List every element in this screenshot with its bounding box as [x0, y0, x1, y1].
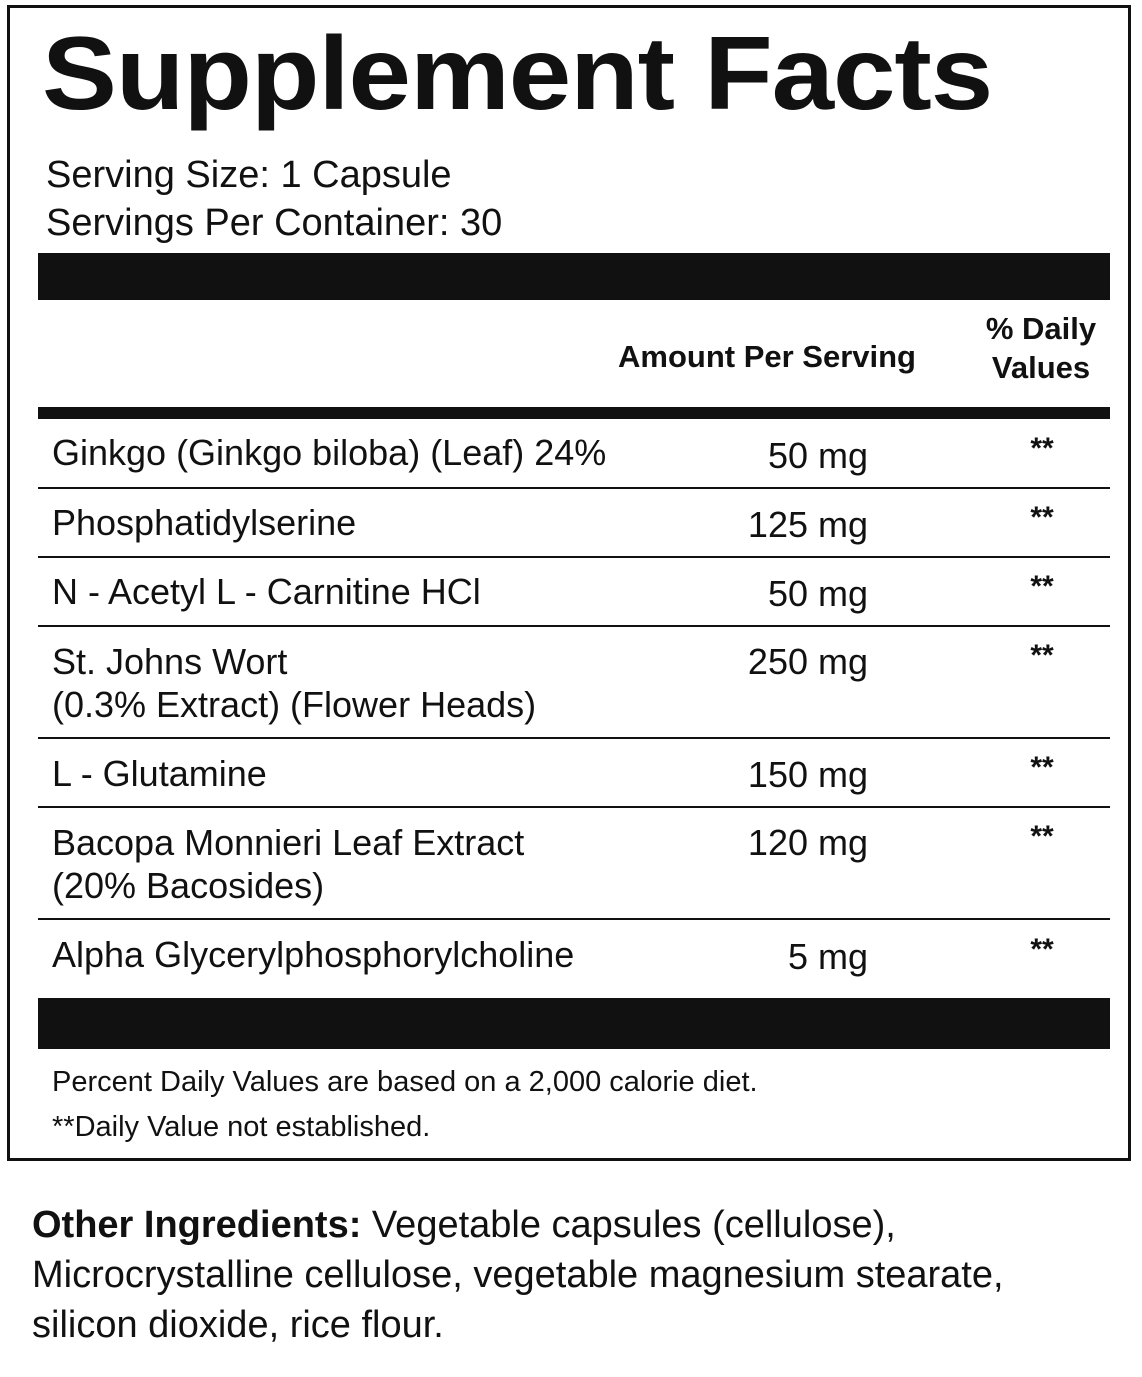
- panel-title: Supplement Facts: [42, 16, 993, 132]
- ingredient-amount: 125 mg: [747, 504, 868, 545]
- ingredient-amount: 50 mg: [767, 573, 868, 614]
- ingredient-amount: 150 mg: [747, 754, 868, 795]
- daily-value-footnote: Percent Daily Values are based on a 2,000 calorie diet.: [52, 1066, 758, 1098]
- ingredient-daily-value: **: [1030, 432, 1054, 465]
- ingredient-amount: 50 mg: [767, 435, 868, 476]
- ingredient-amount: 250 mg: [747, 641, 868, 682]
- other-ingredients: [32, 1200, 1112, 1350]
- thick-divider-top: [38, 253, 1110, 300]
- ingredient-name: N - Acetyl L - Carnitine HCl: [52, 571, 481, 612]
- ingredient-row: [38, 920, 1110, 996]
- ingredient-name: Alpha Glycerylphosphorylcholine: [52, 934, 575, 975]
- ingredient-row: [38, 739, 1110, 808]
- ingredient-daily-value: **: [1030, 751, 1054, 784]
- ingredient-row: [38, 808, 1110, 920]
- other-ingredients-label: Other Ingredients:: [32, 1204, 362, 1246]
- ingredient-row: [38, 627, 1110, 739]
- serving-size: Serving Size: 1 Capsule: [46, 154, 452, 196]
- other-ingredients-text: Vegetable capsules (cellulose), Microcrystalline cellulose, vegetable magnesium stearate, silicon dioxide, rice flour.: [32, 1204, 1004, 1346]
- thick-divider-header: [38, 407, 1110, 419]
- daily-value-header: [982, 310, 1100, 388]
- ingredient-name: L - Glutamine: [52, 753, 267, 794]
- amount-per-serving-header: Amount Per Serving: [618, 339, 916, 374]
- ingredient-daily-value: **: [1030, 501, 1054, 534]
- servings-per-container: Servings Per Container: 30: [46, 202, 503, 244]
- ingredient-daily-value: **: [1030, 570, 1054, 603]
- daily-value-header-line1: % Daily: [985, 311, 1097, 346]
- thick-divider-bottom: [38, 998, 1110, 1049]
- ingredient-name: St. Johns Wort: [52, 641, 288, 682]
- ingredient-name-detail: (0.3% Extract) (Flower Heads): [52, 684, 537, 725]
- ingredient-daily-value: **: [1030, 933, 1054, 966]
- ingredient-name: Bacopa Monnieri Leaf Extract: [52, 822, 525, 863]
- ingredient-daily-value: **: [1030, 639, 1054, 672]
- ingredient-name: Ginkgo (Ginkgo biloba) (Leaf) 24%: [52, 432, 607, 473]
- ingredient-name-detail: (20% Bacosides): [52, 865, 325, 906]
- daily-value-header-line2: Values: [991, 349, 1091, 385]
- ingredient-amount: 5 mg: [787, 936, 868, 977]
- ingredient-table: [38, 419, 1110, 996]
- ingredient-amount: 120 mg: [747, 822, 868, 863]
- ingredient-row: [38, 489, 1110, 558]
- supplement-facts-panel: [7, 5, 1131, 1161]
- ingredient-name: Phosphatidylserine: [52, 502, 357, 543]
- ingredient-row: [38, 419, 1110, 489]
- ingredient-daily-value: **: [1030, 820, 1054, 853]
- ingredient-row: [38, 558, 1110, 627]
- not-established-footnote: **Daily Value not established.: [52, 1111, 431, 1143]
